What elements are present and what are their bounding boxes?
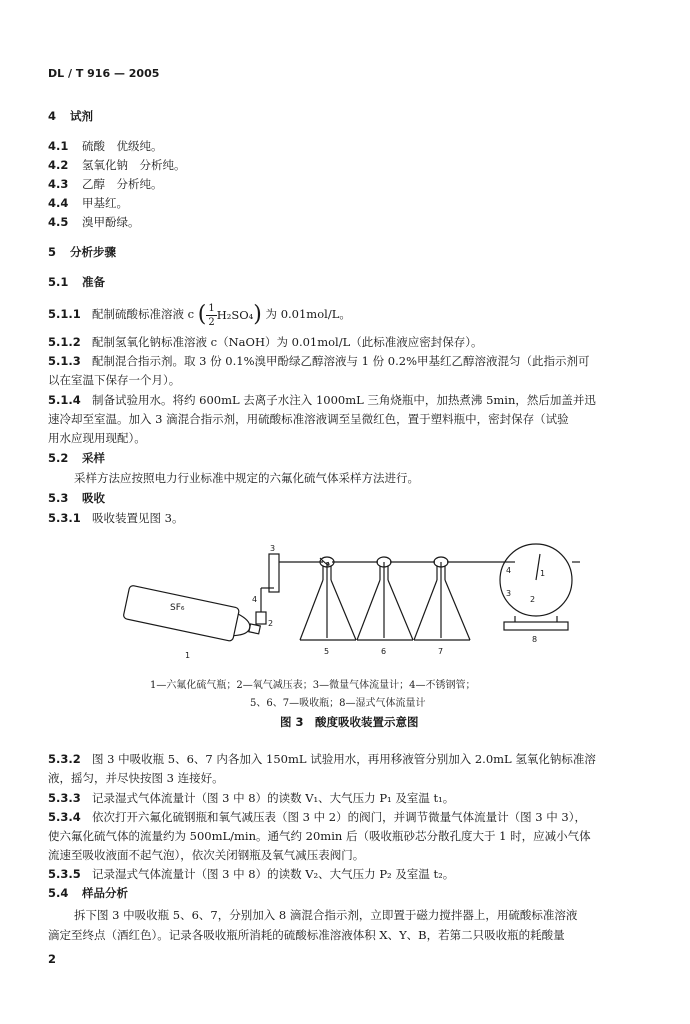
list-item: 4.4 甲基红。 [48, 196, 128, 210]
clause-5-3-4-cont: 使六氟化硫气体的流量约为 500mL/min。通气约 20min 后（吸收瓶砂芯分散孔度大于 1 时，应减小气体 [48, 829, 591, 843]
clause-5-1-4: 5.1.4 制备试验用水。将约 600mL 去离子水注入 1000mL 三角烧瓶中，加热煮沸 5min，然后加盖并迅 [48, 393, 596, 407]
clause-5-1-4-cont: 速冷却至室温。加入 3 滴混合指示剂，用硫酸标准溶液调至呈微红色，置于塑料瓶中，密封保存（试验 [48, 412, 569, 426]
absorption-flask-7 [414, 557, 470, 640]
section-number: 4 [48, 109, 57, 123]
list-item: 4.5 溴甲酚绿。 [48, 215, 140, 229]
document-header: DL / T 916 — 2005 [48, 67, 160, 80]
list-item: 4.1 硫酸 优级纯。 [48, 139, 163, 153]
page-number: 2 [48, 952, 57, 966]
wet-gas-flow-meter [500, 544, 580, 630]
svg-text:3: 3 [270, 544, 276, 553]
clause-5-3-5: 5.3.5 记录湿式气体流量计（图 3 中 8）的读数 V₂、大气压力 P₂ 及室温 t₂。 [48, 867, 455, 881]
clause-5-1-3-cont: 以在室温下保存一个月）。 [48, 373, 181, 387]
subsection-5-2-heading: 5.2 采样 [48, 451, 105, 465]
clause-5-1-2: 5.1.2 配制氢氧化钠标准溶液 c（NaOH）为 0.01mol/L（此标准液应密封保存）。 [48, 335, 483, 349]
svg-text:2: 2 [268, 619, 274, 628]
clause-5-1-3: 5.1.3 配制混合指示剂。取 3 份 0.1%溴甲酚绿乙醇溶液与 1 份 0.2%甲基红乙醇溶液混匀（此指示剂可 [48, 354, 590, 368]
subsection-5-1-heading: 5.1 准备 [48, 275, 105, 289]
figure-legend-line-1: 1—六氟化硫气瓶；2—氧气减压表；3—微量气体流量计；4—不锈钢管； [150, 680, 476, 691]
clause-5-4-text: 拆下图 3 中吸收瓶 5、6、7，分别加入 8 滴混合指示剂，立即置于磁力搅拌器上，用硫酸标准溶液 [74, 908, 578, 922]
svg-text:6: 6 [381, 647, 387, 656]
figure-legend-line-2: 5、6、7—吸收瓶；8—湿式气体流量计 [250, 698, 426, 709]
clause-5-3-4: 5.3.4 依次打开六氟化硫钢瓶和氧气减压表（图 3 中 2）的阀门，并调节微量气体流量计（图 3 中 3）， [48, 810, 586, 824]
absorption-flask-5 [300, 557, 356, 640]
clause-5-3-2: 5.3.2 图 3 中吸收瓶 5、6、7 内各加入 150mL 试验用水，再用移液管分别加入 2.0mL 氢氧化钠标准溶 [48, 752, 596, 766]
list-item: 4.2 氢氧化钠 分析纯。 [48, 158, 186, 172]
svg-text:1: 1 [540, 569, 546, 578]
svg-text:4: 4 [506, 566, 512, 575]
section-5-heading: 5 分析步骤 [48, 245, 117, 259]
clause-5-3-2-cont: 液，摇匀，并尽快按图 3 连接好。 [48, 771, 224, 785]
micro-flow-meter [269, 554, 279, 592]
svg-text:7: 7 [438, 647, 444, 656]
subsection-5-3-heading: 5.3 吸收 [48, 491, 105, 505]
fraction: $\frac{1}{2}$ [208, 302, 215, 328]
clause-5-3-4-cont: 流速至吸收液面不起气泡），依次关闭钢瓶及氧气减压表阀门。 [48, 848, 365, 862]
svg-text:8: 8 [532, 635, 538, 644]
clause-5-4-text-cont: 滴定至终点（酒红色）。记录各吸收瓶所消耗的硫酸标准溶液体积 X、Y、B，若第二只吸收瓶的耗酸量 [48, 928, 565, 942]
cylinder-label: SF₆ [170, 603, 185, 613]
section-4-heading [48, 108, 93, 124]
svg-text:4: 4 [252, 595, 258, 604]
oxygen-regulator [256, 612, 266, 624]
sf6-cylinder [123, 585, 263, 647]
clause-5-3-1: 5.3.1 吸收装置见图 3。 [48, 511, 184, 525]
subsection-5-4-heading: 5.4 样品分析 [48, 886, 128, 900]
svg-text:2: 2 [530, 595, 536, 604]
clause-5-2-text: 采样方法应按照电力行业标准中规定的六氟化硫气体采样方法进行。 [74, 471, 419, 485]
absorption-flask-6 [357, 557, 413, 640]
clause-5-1-1: 5.1.1 配制硫酸标准溶液 c ( $\frac{1}{2}$ H₂SO₄) 为 0.01mol/L。 [48, 302, 351, 328]
svg-text:1: 1 [185, 651, 191, 660]
list-item: 4.3 乙醇 分析纯。 [48, 177, 163, 191]
absorption-apparatus-diagram [120, 540, 580, 670]
figure-caption: 图 3 酸度吸收装置示意图 [280, 715, 419, 729]
clause-5-3-3: 5.3.3 记录湿式气体流量计（图 3 中 8）的读数 V₁、大气压力 P₁ 及室温 t₁。 [48, 791, 455, 805]
svg-text:5: 5 [324, 647, 330, 656]
svg-text:3: 3 [506, 589, 512, 598]
clause-5-1-4-cont: 用水应现用现配）。 [48, 431, 146, 445]
section-title: 试剂 [70, 109, 94, 123]
